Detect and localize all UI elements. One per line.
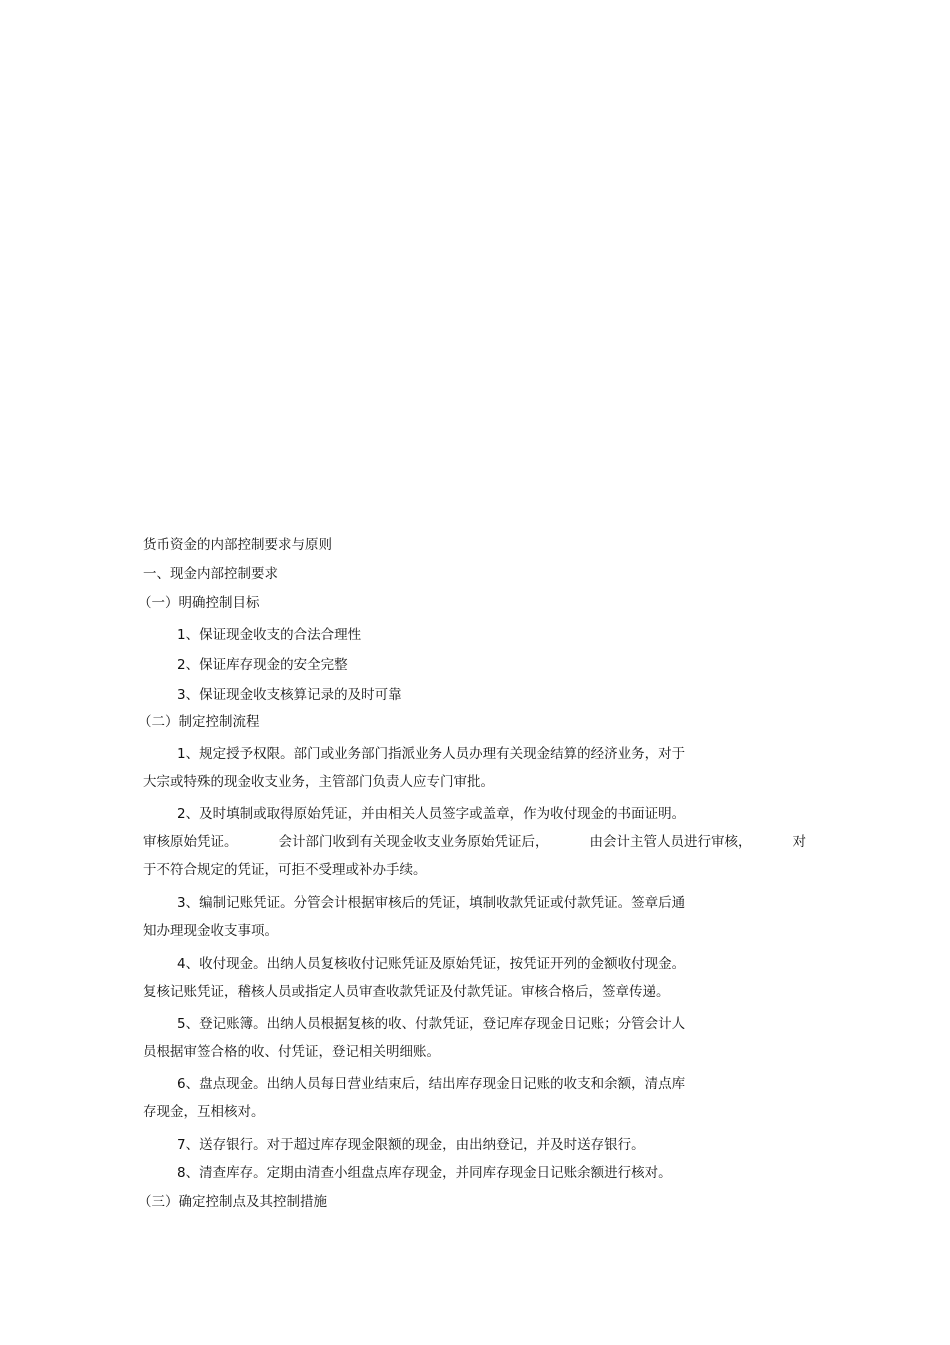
list-item: 1、保证现金收支的合法合理性 (177, 627, 362, 643)
paragraph-line: 于不符合规定的凭证，可拒不受理或补办手续。 (143, 862, 427, 878)
text-segment: 对 (792, 834, 806, 850)
paragraph-line: 8、清查库存。定期由清查小组盘点库存现金，并同库存现金日记账余额进行核对。 (177, 1165, 672, 1181)
paragraph-line: 2、及时填制或取得原始凭证，并由相关人员签字或盖章，作为收付现金的书面证明。 (177, 806, 686, 822)
text-segment: 审核原始凭证。 (143, 834, 238, 850)
subsection-heading: （三）确定控制点及其控制措施 (138, 1194, 327, 1210)
paragraph-line: 员根据审签合格的收、付凭证，登记相关明细账。 (143, 1044, 440, 1060)
subsection-heading: （一）明确控制目标 (138, 595, 260, 611)
section-heading: 一、现金内部控制要求 (143, 566, 278, 582)
paragraph-line: 6、盘点现金。出纳人员每日营业结束后，结出库存现金日记账的收支和余额，清点库 (177, 1076, 686, 1092)
text-segment: 会计部门收到有关现金收支业务原始凭证后， (278, 834, 549, 850)
paragraph-line: 存现金，互相核对。 (143, 1104, 265, 1120)
list-item: 2、保证库存现金的安全完整 (177, 657, 348, 673)
paragraph-line (143, 833, 806, 851)
document-title: 货币资金的内部控制要求与原则 (143, 537, 332, 553)
text-segment: 由会计主管人员进行审核， (589, 834, 752, 850)
list-item: 3、保证现金收支核算记录的及时可靠 (177, 687, 402, 703)
paragraph-line: 大宗或特殊的现金收支业务，主管部门负责人应专门审批。 (143, 774, 494, 790)
paragraph-line: 5、登记账簿。出纳人员根据复核的收、付款凭证，登记库存现金日记账；分管会计人 (177, 1016, 686, 1032)
subsection-heading: （二）制定控制流程 (138, 714, 260, 730)
paragraph-line: 3、编制记账凭证。分管会计根据审核后的凭证，填制收款凭证或付款凭证。签章后通 (177, 895, 686, 911)
paragraph-line: 复核记账凭证，稽核人员或指定人员审查收款凭证及付款凭证。审核合格后，签章传递。 (143, 984, 670, 1000)
paragraph-line: 7、送存银行。对于超过库存现金限额的现金，由出纳登记，并及时送存银行。 (177, 1137, 645, 1153)
paragraph-line: 4、收付现金。出纳人员复核收付记账凭证及原始凭证，按凭证开列的金额收付现金。 (177, 956, 686, 972)
paragraph-line: 知办理现金收支事项。 (143, 923, 278, 939)
paragraph-line: 1、规定授予权限。部门或业务部门指派业务人员办理有关现金结算的经济业务，对于 (177, 746, 686, 762)
